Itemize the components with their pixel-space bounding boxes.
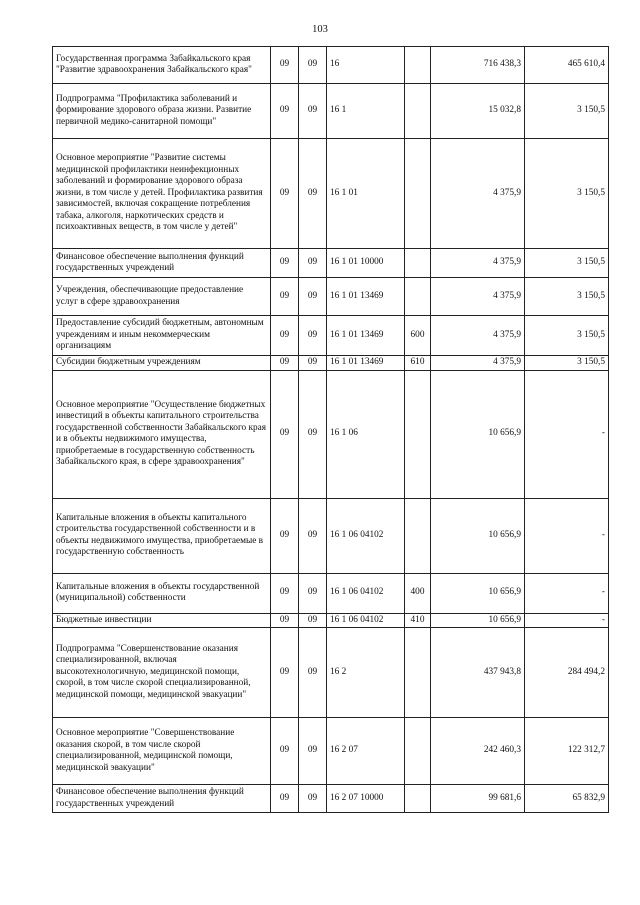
row-subsection: 09 <box>299 718 327 785</box>
row-expense-type: 410 <box>405 613 431 628</box>
row-expense-type <box>405 498 431 573</box>
table-row <box>53 498 609 573</box>
table-row <box>53 370 609 498</box>
row-target-code: 16 2 07 <box>327 718 405 785</box>
row-name: Основное мероприятие "Осуществление бюджетных инвестиций в объекты капитального строительства государственной собственности Забайкальского края и в объекты недвижимого имущества, приобретаемые в государственную собственность Забайкальского края, в сфере здравоохранения" <box>53 370 271 498</box>
row-section: 09 <box>271 718 299 785</box>
row-subsection: 09 <box>299 498 327 573</box>
row-amount-2: 3 150,5 <box>525 356 609 371</box>
row-name: Подпрограмма "Совершенствование оказания специализированной, включая высокотехнологичную, медицинской помощи, скорой, в том числе скорой специализированной, медицинской помощи, медицинской эвакуации" <box>53 628 271 718</box>
row-subsection: 09 <box>299 613 327 628</box>
row-amount-1: 4 375,9 <box>431 249 525 278</box>
table-row <box>53 47 609 84</box>
row-subsection: 09 <box>299 628 327 718</box>
row-expense-type <box>405 84 431 139</box>
table-row <box>53 356 609 371</box>
table-row <box>53 249 609 278</box>
row-target-code: 16 1 01 10000 <box>327 249 405 278</box>
table-row <box>53 785 609 813</box>
row-subsection: 09 <box>299 278 327 316</box>
row-target-code: 16 2 <box>327 628 405 718</box>
row-section: 09 <box>271 84 299 139</box>
row-amount-2: - <box>525 613 609 628</box>
row-section: 09 <box>271 370 299 498</box>
row-section: 09 <box>271 498 299 573</box>
row-amount-2: 284 494,2 <box>525 628 609 718</box>
row-name: Финансовое обеспечение выполнения функций государственных учреждений <box>53 249 271 278</box>
row-expense-type <box>405 718 431 785</box>
row-section: 09 <box>271 785 299 813</box>
budget-table-body <box>53 47 609 813</box>
row-amount-2: 3 150,5 <box>525 316 609 356</box>
row-name: Государственная программа Забайкальского края "Развитие здравоохранения Забайкальского края" <box>53 47 271 84</box>
row-amount-2: 3 150,5 <box>525 84 609 139</box>
row-target-code: 16 1 01 13469 <box>327 356 405 371</box>
row-target-code: 16 1 01 13469 <box>327 316 405 356</box>
row-amount-2: - <box>525 498 609 573</box>
row-target-code: 16 1 06 <box>327 370 405 498</box>
row-target-code: 16 1 06 04102 <box>327 573 405 613</box>
row-section: 09 <box>271 573 299 613</box>
row-section: 09 <box>271 316 299 356</box>
row-amount-2: 3 150,5 <box>525 278 609 316</box>
row-name: Капитальные вложения в объекты капитального строительства государственной собственности и в объекты недвижимого имущества, приобретаемые в государственную собственность <box>53 498 271 573</box>
row-expense-type <box>405 628 431 718</box>
row-subsection: 09 <box>299 249 327 278</box>
page-number: 103 <box>312 24 328 35</box>
row-amount-1: 716 438,3 <box>431 47 525 84</box>
row-amount-1: 10 656,9 <box>431 613 525 628</box>
row-amount-1: 437 943,8 <box>431 628 525 718</box>
row-name: Бюджетные инвестиции <box>53 613 271 628</box>
row-target-code: 16 <box>327 47 405 84</box>
row-subsection: 09 <box>299 139 327 249</box>
row-amount-2: - <box>525 573 609 613</box>
budget-table <box>52 46 609 813</box>
row-amount-1: 15 032,8 <box>431 84 525 139</box>
row-expense-type <box>405 278 431 316</box>
row-section: 09 <box>271 249 299 278</box>
row-subsection: 09 <box>299 785 327 813</box>
row-section: 09 <box>271 47 299 84</box>
row-target-code: 16 1 06 04102 <box>327 613 405 628</box>
row-amount-1: 10 656,9 <box>431 573 525 613</box>
table-row <box>53 84 609 139</box>
row-expense-type <box>405 785 431 813</box>
row-expense-type <box>405 249 431 278</box>
table-row <box>53 628 609 718</box>
row-name: Субсидии бюджетным учреждениям <box>53 356 271 371</box>
row-subsection: 09 <box>299 356 327 371</box>
row-expense-type: 400 <box>405 573 431 613</box>
row-amount-1: 99 681,6 <box>431 785 525 813</box>
table-row <box>53 278 609 316</box>
row-target-code: 16 1 06 04102 <box>327 498 405 573</box>
row-amount-1: 4 375,9 <box>431 316 525 356</box>
row-name: Подпрограмма "Профилактика заболеваний и формирование здорового образа жизни. Развитие первичной медико-санитарной помощи" <box>53 84 271 139</box>
row-amount-1: 10 656,9 <box>431 370 525 498</box>
row-section: 09 <box>271 278 299 316</box>
row-expense-type: 600 <box>405 316 431 356</box>
row-section: 09 <box>271 628 299 718</box>
table-row <box>53 139 609 249</box>
row-amount-1: 4 375,9 <box>431 356 525 371</box>
row-expense-type <box>405 370 431 498</box>
table-row <box>53 718 609 785</box>
row-subsection: 09 <box>299 84 327 139</box>
table-row <box>53 316 609 356</box>
row-expense-type <box>405 139 431 249</box>
row-expense-type <box>405 47 431 84</box>
row-subsection: 09 <box>299 573 327 613</box>
row-name: Предоставление субсидий бюджетным, автономным учреждениям и иным некоммерческим организациям <box>53 316 271 356</box>
row-subsection: 09 <box>299 316 327 356</box>
row-amount-1: 10 656,9 <box>431 498 525 573</box>
row-amount-2: - <box>525 370 609 498</box>
row-amount-1: 4 375,9 <box>431 139 525 249</box>
row-subsection: 09 <box>299 370 327 498</box>
row-name: Финансовое обеспечение выполнения функций государственных учреждений <box>53 785 271 813</box>
row-target-code: 16 1 01 13469 <box>327 278 405 316</box>
row-amount-1: 4 375,9 <box>431 278 525 316</box>
row-amount-2: 3 150,5 <box>525 139 609 249</box>
row-amount-2: 3 150,5 <box>525 249 609 278</box>
row-section: 09 <box>271 356 299 371</box>
row-amount-2: 122 312,7 <box>525 718 609 785</box>
row-name: Учреждения, обеспечивающие предоставление услуг в сфере здравоохранения <box>53 278 271 316</box>
row-name: Капитальные вложения в объекты государственной (муниципальной) собственности <box>53 573 271 613</box>
row-expense-type: 610 <box>405 356 431 371</box>
row-section: 09 <box>271 139 299 249</box>
row-amount-1: 242 460,3 <box>431 718 525 785</box>
row-target-code: 16 1 <box>327 84 405 139</box>
row-name: Основное мероприятие "Совершенствование оказания скорой, в том числе скорой специализированной, медицинской помощи, медицинской эвакуации" <box>53 718 271 785</box>
table-row <box>53 573 609 613</box>
row-target-code: 16 1 01 <box>327 139 405 249</box>
row-subsection: 09 <box>299 47 327 84</box>
row-name: Основное мероприятие "Развитие системы медицинской профилактики неинфекционных заболеваний и формирование здорового образа жизни, в том числе у детей. Профилактика развития зависимостей, включая сокращение потребления табака, алкоголя, наркотических средств и психоактивных веществ, в том числе у детей" <box>53 139 271 249</box>
table-row <box>53 613 609 628</box>
row-target-code: 16 2 07 10000 <box>327 785 405 813</box>
row-section: 09 <box>271 613 299 628</box>
row-amount-2: 65 832,9 <box>525 785 609 813</box>
row-amount-2: 465 610,4 <box>525 47 609 84</box>
